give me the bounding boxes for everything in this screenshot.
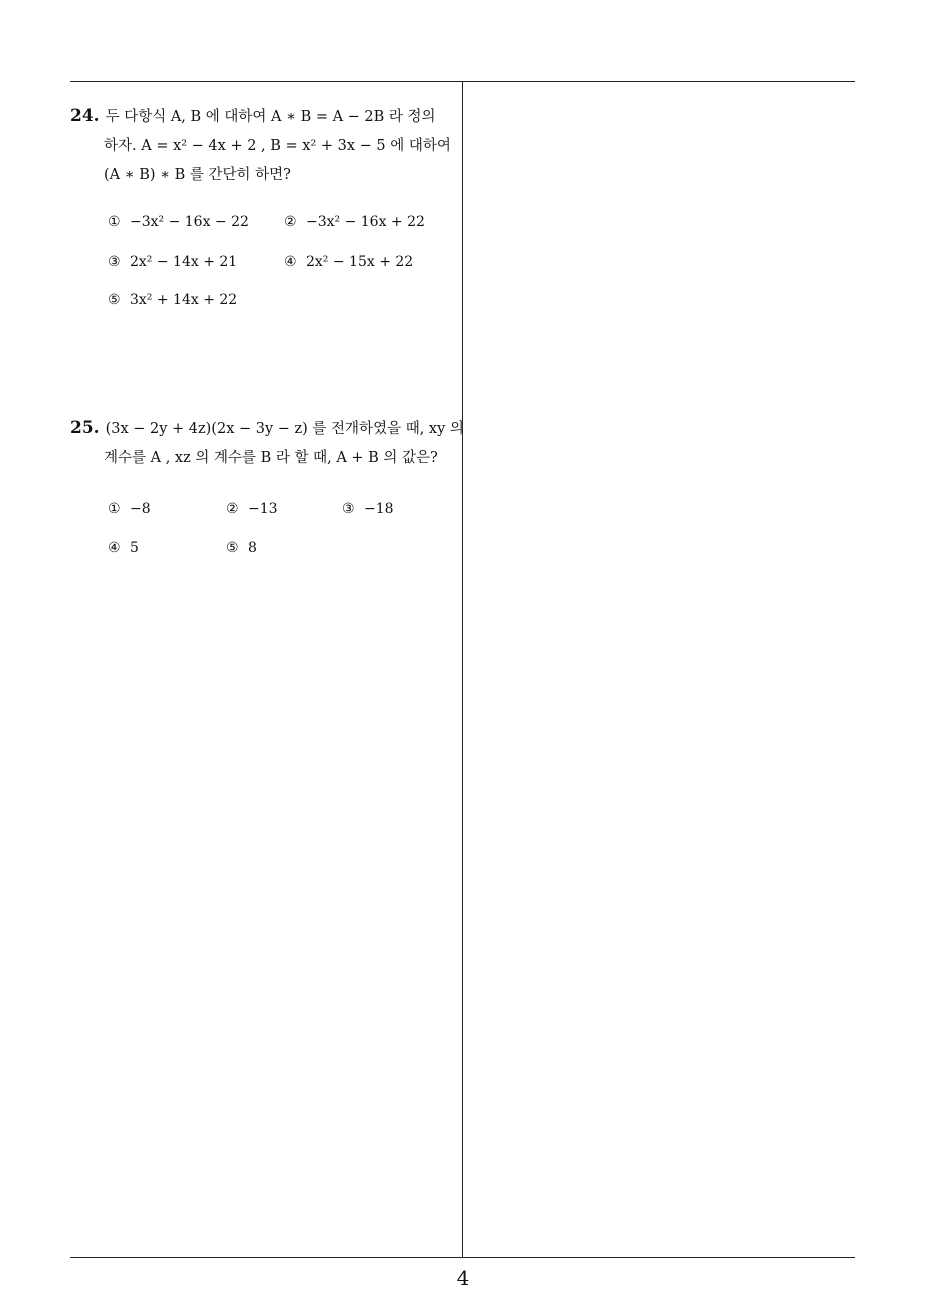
choice-text: 8 <box>248 540 257 556</box>
question-number: 24. <box>70 106 100 126</box>
question-line: 계수를 A , xz 의 계수를 B 라 할 때, A + B 의 값은? <box>104 450 438 466</box>
answer-choice-5[interactable] <box>108 292 237 308</box>
question-number: 25. <box>70 418 100 438</box>
answer-choice-1[interactable] <box>108 214 249 230</box>
choice-mark: ⑤ <box>108 292 121 308</box>
choice-mark: ② <box>226 501 239 517</box>
page-number: 4 <box>456 1266 470 1290</box>
choice-text: 5 <box>130 540 139 556</box>
problem-24 <box>70 102 456 190</box>
question-text: 두 다항식 A, B 에 대하여 A ∗ B = A − 2B 라 정의 <box>105 109 436 125</box>
question-text: (3x − 2y + 4z)(2x − 3y − z) 를 전개하였을 때, xy 의 <box>105 421 464 437</box>
answer-choice-4[interactable] <box>108 540 139 556</box>
answer-choice-1[interactable] <box>108 501 151 517</box>
choice-text: 2x² − 15x + 22 <box>306 254 414 270</box>
answer-choice-3[interactable] <box>108 254 237 270</box>
answer-choice-5[interactable] <box>226 540 257 556</box>
choice-text: 2x² − 14x + 21 <box>130 254 238 270</box>
choice-text: −13 <box>248 501 278 517</box>
choice-text: −3x² − 16x − 22 <box>130 214 249 230</box>
answer-choice-4[interactable] <box>284 254 413 270</box>
choice-mark: ⑤ <box>226 540 239 556</box>
choice-text: 3x² + 14x + 22 <box>130 292 238 308</box>
choice-mark: ④ <box>284 254 297 270</box>
answer-choice-3[interactable] <box>342 501 394 517</box>
choice-text: −18 <box>364 501 394 517</box>
question-line <box>70 102 456 132</box>
choice-text: −3x² − 16x + 22 <box>306 214 425 230</box>
answer-choice-2[interactable] <box>284 214 425 230</box>
question-line: 하자. A = x² − 4x + 2 , B = x² + 3x − 5 에 대하여 <box>104 138 451 154</box>
choice-mark: ② <box>284 214 297 230</box>
choice-text: −8 <box>130 501 151 517</box>
choice-mark: ① <box>108 501 121 517</box>
question-line: (A ∗ B) ∗ B 를 간단히 하면? <box>104 167 291 183</box>
choice-mark: ③ <box>108 254 121 270</box>
answer-choice-2[interactable] <box>226 501 278 517</box>
column-divider <box>462 82 463 1258</box>
choice-mark: ④ <box>108 540 121 556</box>
bottom-rule <box>70 1257 855 1258</box>
choice-mark: ③ <box>342 501 355 517</box>
question-line <box>70 414 464 444</box>
problem-25 <box>70 414 464 473</box>
choice-mark: ① <box>108 214 121 230</box>
